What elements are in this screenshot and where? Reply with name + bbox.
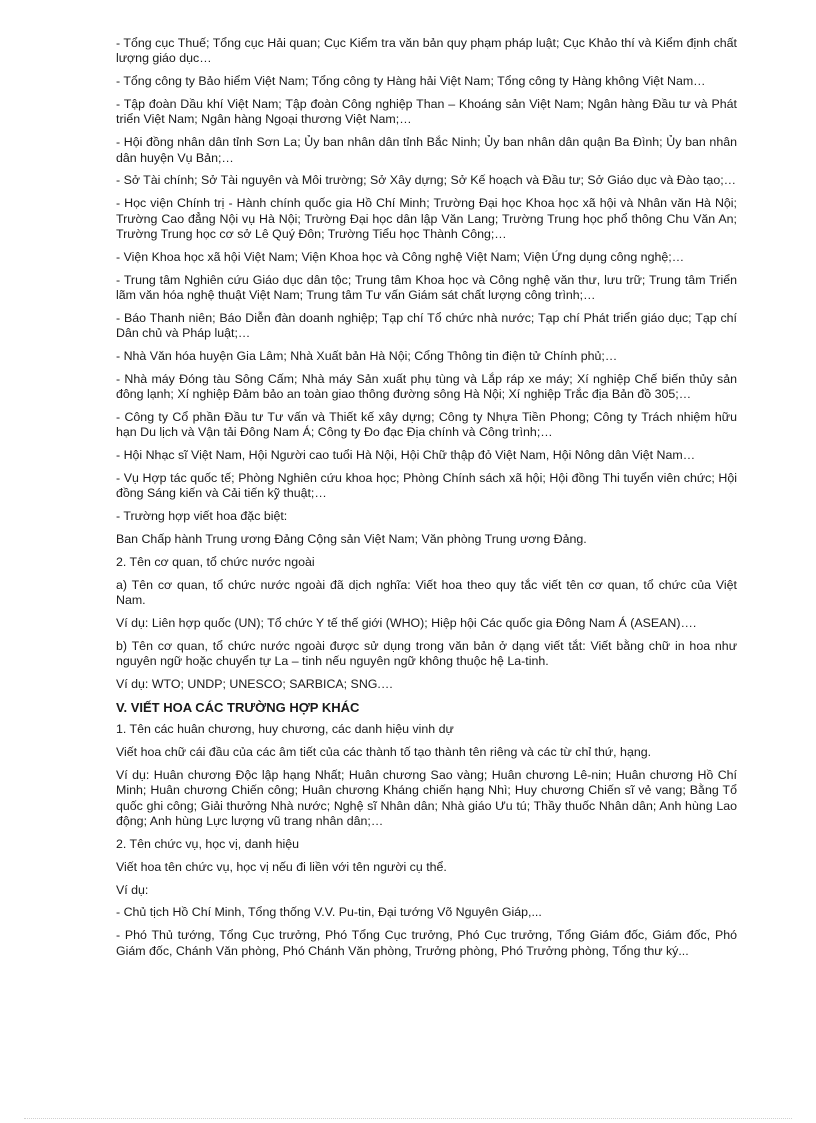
paragraph: Ban Chấp hành Trung ương Đảng Cộng sản Việt Nam; Văn phòng Trung ương Đảng. — [116, 532, 587, 547]
paragraph: a) Tên cơ quan, tổ chức nước ngoài đã dịch nghĩa: Viết hoa theo quy tắc viết tên cơ quan, tổ chức của Việt Nam. — [116, 577, 737, 608]
paragraph: - Vụ Hợp tác quốc tế; Phòng Nghiên cứu khoa học; Phòng Chính sách xã hội; Hội đồng Thi tuyển viên chức; Hội đồng Sáng kiến và Cải tiến kỹ thuật;… — [116, 471, 737, 501]
paragraph: - Công ty Cổ phần Đầu tư Tư vấn và Thiết kế xây dựng; Công ty Nhựa Tiền Phong; Công ty Trách nhiệm hữu hạn Du lịch và Vận tải Đông Nam Á; Công ty Đo đạc Địa chính và Công trình;… — [116, 410, 737, 440]
subsection-title: 2. Tên chức vụ, học vị, danh hiệu — [116, 837, 300, 852]
paragraph: - Nhà Văn hóa huyện Gia Lâm; Nhà Xuất bản Hà Nội; Cổng Thông tin điện tử Chính phủ;… — [116, 349, 618, 364]
example-paragraph: Ví dụ: Huân chương Độc lập hạng Nhất; Huân chương Sao vàng; Huân chương Lê-nin; Huân chương Hồ Chí Minh; Huân chương Chiến công; Huân chương Kháng chiến hạng Nhì; Huy chương Chiến sĩ vẻ vang; Bằng Tổ quốc ghi công; Giải thưởng Nhà nước; Nghệ sĩ Nhân dân; Nhà giáo Ưu tú; Thầy thuốc Nhân dân; Anh hùng Lao động; Anh hùng Lực lượng vũ trang nhân dân;… — [116, 768, 737, 829]
section-heading: V. VIẾT HOA CÁC TRƯỜNG HỢP KHÁC — [116, 699, 360, 715]
paragraph: - Tổng công ty Bảo hiểm Việt Nam; Tổng công ty Hàng hải Việt Nam; Tổng công ty Hàng không Việt Nam… — [116, 74, 706, 89]
paragraph: - Tổng cục Thuế; Tổng cục Hải quan; Cục Kiểm tra văn bản quy phạm pháp luật; Cục Khảo thí và Kiểm định chất lượng giáo dục… — [116, 36, 737, 66]
example-label: Ví dụ: — [116, 882, 149, 897]
document-page — [116, 36, 737, 966]
paragraph: - Học viện Chính trị - Hành chính quốc gia Hồ Chí Minh; Trường Đại học Khoa học xã hội và Nhân văn Hà Nội; Trường Cao đẳng Nội vụ Hà Nội; Trường Đại học dân lập Văn Lang; Trường Trung học phổ thông Chu Văn An; Trường Trung học cơ sở Lê Quý Đôn; Trường Tiểu học Thành Công;… — [116, 196, 737, 242]
paragraph: - Nhà máy Đóng tàu Sông Cấm; Nhà máy Sản xuất phụ tùng và Lắp ráp xe máy; Xí nghiệp Chế biến thủy sản đông lạnh; Xí nghiệp Đảm bảo an toàn giao thông đường sông Hà Nội; Xí nghiệp Trắc địa Bản đồ 305;… — [116, 371, 737, 402]
paragraph: - Chủ tịch Hồ Chí Minh, Tổng thống V.V. Pu-tin, Đại tướng Võ Nguyên Giáp,... — [116, 905, 542, 920]
paragraph: Viết hoa chữ cái đầu của các âm tiết của các thành tố tạo thành tên riêng và các từ chỉ thứ, hạng. — [116, 745, 652, 760]
paragraph: b) Tên cơ quan, tổ chức nước ngoài được sử dụng trong văn bản ở dạng viết tắt: Viết bằng chữ in hoa như nguyên ngữ hoặc chuyển tự La – tinh nếu nguyên ngữ không thuộc hệ La-tinh. — [116, 638, 737, 669]
paragraph: - Trường hợp viết hoa đặc biệt: — [116, 509, 288, 524]
paragraph: - Phó Thủ tướng, Tổng Cục trưởng, Phó Tổng Cục trưởng, Phó Cục trưởng, Tổng Giám đốc, Giám đốc, Phó Giám đốc, Chánh Văn phòng, Phó Chánh Văn phòng, Trưởng phòng, Phó Trưởng phòng, Tổng thư ký... — [116, 928, 737, 958]
paragraph: - Hội Nhạc sĩ Việt Nam, Hội Người cao tuổi Hà Nội, Hội Chữ thập đỏ Việt Nam, Hội Nông dân Việt Nam… — [116, 448, 696, 463]
paragraph: - Báo Thanh niên; Báo Diễn đàn doanh nghiệp; Tạp chí Tổ chức nhà nước; Tạp chí Phát triển giáo dục; Tạp chí Dân chủ và Pháp luật;… — [116, 310, 737, 341]
example-paragraph: Ví dụ: Liên hợp quốc (UN); Tổ chức Y tế thế giới (WHO); Hiệp hội Các quốc gia Đông Nam Á (ASEAN)…. — [116, 615, 697, 630]
example-paragraph: Ví dụ: WTO; UNDP; UNESCO; SARBICA; SNG.… — [116, 676, 394, 691]
paragraph: - Hội đồng nhân dân tỉnh Sơn La; Ủy ban nhân dân tỉnh Bắc Ninh; Ủy ban nhân dân quận Ba Đình; Ủy ban nhân dân huyện Vụ Bản;… — [116, 135, 737, 165]
paragraph: Viết hoa tên chức vụ, học vị nếu đi liền với tên người cụ thể. — [116, 859, 447, 874]
paragraph: - Viện Khoa học xã hội Việt Nam; Viện Khoa học và Công nghệ Việt Nam; Viện Ứng dụng công nghệ;… — [116, 249, 685, 264]
paragraph: - Trung tâm Nghiên cứu Giáo dục dân tộc; Trung tâm Khoa học và Công nghệ văn thư, lưu trữ; Trung tâm Triển lãm văn hóa nghệ thuật Việt Nam; Trung tâm Tư vấn Giám sát chất lượng công trình;… — [116, 272, 737, 303]
paragraph: - Sở Tài chính; Sở Tài nguyên và Môi trường; Sở Xây dựng; Sở Kế hoạch và Đầu tư; Sở Giáo dục và Đào tạo;… — [116, 173, 737, 188]
subsection-title: 2. Tên cơ quan, tổ chức nước ngoài — [116, 554, 315, 569]
paragraph: - Tập đoàn Dầu khí Việt Nam; Tập đoàn Công nghiệp Than – Khoáng sản Việt Nam; Ngân hàng Đầu tư và Phát triển Việt Nam; Ngân hàng Ngoại thương Việt Nam;… — [116, 97, 737, 127]
page-bottom-divider — [24, 1118, 792, 1119]
subsection-title: 1. Tên các huân chương, huy chương, các danh hiệu vinh dự — [116, 722, 454, 737]
